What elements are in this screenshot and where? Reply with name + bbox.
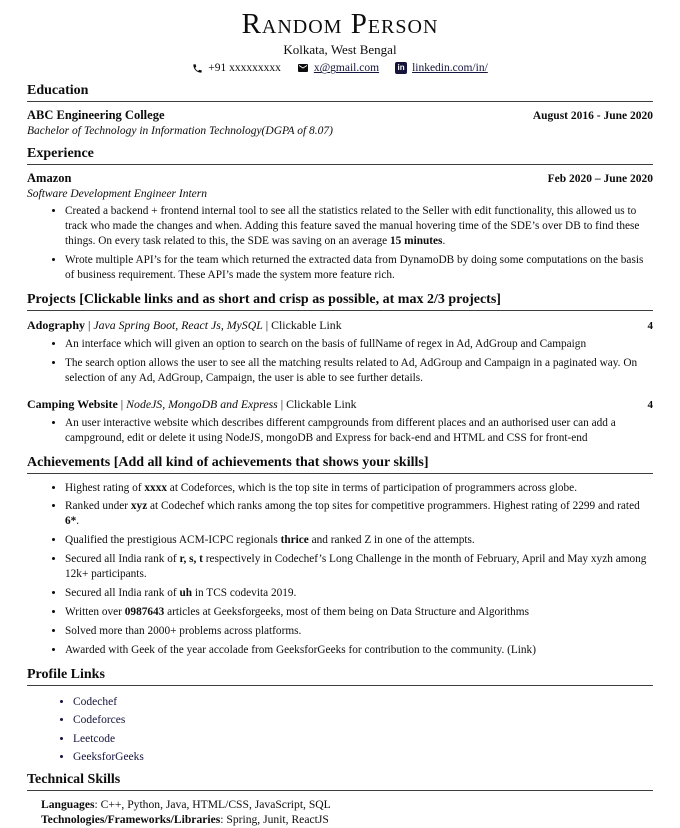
education-institution: ABC Engineering College	[27, 108, 165, 123]
text-segment: Wrote multiple API’s for the team which returned the extracted data from DynamoDB by doing some computations on the basis of business requirement. These API’s made the system more feature rich.	[65, 254, 644, 282]
skills-languages	[41, 797, 653, 812]
text-segment: .	[442, 235, 446, 248]
contact-row	[27, 62, 653, 74]
separator: |	[280, 396, 284, 411]
achievement-bullet	[65, 586, 653, 601]
text-segment: Written over	[65, 605, 125, 618]
text-segment: : Spring, Junit, ReactJS	[220, 813, 329, 827]
achievements-bullet-list	[27, 481, 653, 658]
phone-contact	[192, 62, 281, 74]
project-name: Adography	[27, 317, 86, 332]
profile-link[interactable]	[73, 733, 653, 745]
text-segment: .	[76, 515, 80, 528]
text-segment: 0987643	[124, 605, 165, 618]
project-link[interactable]: Clickable Link	[271, 317, 342, 332]
experience-bullet-list	[27, 204, 653, 283]
text-segment: An interface which will given an option to search on the basis of fullName of regex in Ad, AdGroup and Campaign	[65, 337, 587, 350]
experience-company: Amazon	[27, 171, 72, 186]
experience-heading: Experience	[27, 146, 653, 165]
section-projects	[27, 292, 653, 446]
phone-icon	[192, 63, 203, 74]
text-segment: Ranked under	[65, 500, 131, 513]
separator: |	[265, 317, 269, 332]
profile-link[interactable]	[73, 696, 653, 708]
text-segment: xyz	[130, 500, 148, 513]
text-segment: r, s, t	[179, 553, 203, 566]
section-profile-links	[27, 667, 653, 764]
linkedin-contact	[395, 62, 488, 74]
project-title-line	[27, 318, 342, 333]
project-bullet	[65, 416, 653, 446]
project-title-line	[27, 397, 357, 412]
email-contact	[297, 62, 379, 74]
project-marker: 4	[647, 319, 653, 332]
education-heading: Education	[27, 83, 653, 102]
separator: |	[88, 317, 91, 332]
experience-bullet	[65, 204, 653, 249]
text-segment: Leetcode	[73, 732, 116, 745]
section-education	[27, 83, 653, 137]
text-segment: GeeksforGeeks	[73, 751, 144, 764]
text-segment: 6*	[65, 515, 77, 528]
achievement-bullet	[65, 643, 653, 658]
experience-dates: Feb 2020 – June 2020	[547, 173, 653, 186]
text-segment: Secured all India rank of	[65, 553, 180, 566]
resume-header	[27, 9, 653, 74]
project-name: Camping Website	[27, 396, 118, 411]
text-segment: 15 minutes	[390, 235, 443, 248]
profile-links-heading: Profile Links	[27, 667, 653, 686]
phone-number: +91 xxxxxxxxx	[208, 62, 281, 75]
text-segment: thrice	[280, 534, 309, 547]
achievement-bullet	[65, 481, 653, 496]
project-header-adography	[27, 318, 653, 333]
project-header-camping	[27, 397, 653, 412]
project-tech: NodeJS, MongoDB and Express	[126, 396, 278, 411]
text-segment: Secured all India rank of	[65, 586, 180, 599]
education-degree: Bachelor of Technology in Information Technology(DGPA of 8.07)	[27, 125, 334, 138]
skills-frameworks	[41, 812, 653, 827]
text-segment: articles at Geeksforgeeks, most of them being on Data Structure and Algorithms	[164, 605, 529, 618]
text-segment: xxxx	[144, 481, 167, 494]
education-dates: August 2016 - June 2020	[532, 110, 653, 123]
text-segment: and ranked Z in one of the attempts.	[308, 534, 475, 547]
text-segment: Highest rating of	[65, 481, 145, 494]
profile-link[interactable]	[73, 751, 653, 763]
text-segment: Codechef	[73, 695, 118, 708]
experience-bullet	[65, 253, 653, 283]
skills-block	[41, 797, 653, 828]
text-segment: Qualified the prestigious ACM-ICPC regionals	[65, 534, 281, 547]
text-segment: An user interactive website which describes different campgrounds from different places and an authorised user can add a campground, edit or delete it using NodeJS, mongoDB and Express for back-end and HTML and CSS for front-end	[65, 416, 616, 444]
section-achievements	[27, 455, 653, 658]
experience-role: Software Development Engineer Intern	[27, 188, 208, 201]
text-segment: Awarded with Geek of the year accolade from GeeksforGeeks for contribution to the community. (Link)	[65, 643, 536, 656]
project-marker: 4	[647, 398, 653, 411]
text-segment: respectively in Codechef’s Long Challenge in the month of February, April and May xyzh among 12k+ participants.	[65, 553, 647, 581]
envelope-icon	[297, 62, 309, 74]
text-segment: : C++, Python, Java, HTML/CSS, JavaScript, SQL	[94, 798, 331, 812]
projects-heading: Projects [Clickable links and as short and crisp as possible, at max 2/3 projects]	[27, 292, 653, 311]
education-entry	[27, 108, 653, 123]
project-link[interactable]: Clickable Link	[286, 396, 357, 411]
project-bullet	[65, 356, 653, 386]
achievement-bullet	[65, 552, 653, 582]
email-link[interactable]: x@gmail.com	[313, 62, 380, 75]
technical-skills-heading: Technical Skills	[27, 772, 653, 791]
achievement-bullet	[65, 499, 653, 529]
project-bullet	[65, 337, 653, 352]
text-segment: Languages	[41, 798, 95, 812]
person-name: Random Person	[241, 8, 439, 40]
achievement-bullet	[65, 624, 653, 639]
text-segment: Codeforces	[73, 714, 126, 727]
project-bullet-list	[27, 416, 653, 446]
project-tech: Java Spring Boot, React Js, MySQL	[93, 317, 263, 332]
section-technical-skills	[27, 772, 653, 828]
text-segment: in TCS codevita 2019.	[192, 586, 297, 599]
text-segment: The search option allows the user to see all the matching results related to Ad, AdGroup and Campaign in a paginated way. On selection of any Ad, AdGroup, Campaign, the user is able to see further details.	[65, 356, 638, 384]
separator: |	[120, 396, 124, 411]
person-location: Kolkata, West Bengal	[283, 42, 397, 58]
profile-links-list	[27, 696, 653, 764]
text-segment: at Codechef which ranks among the top sites for competitive programmers. Highest rating of 2299 and rated	[147, 500, 640, 513]
achievement-bullet	[65, 605, 653, 620]
text-segment: Created a backend + frontend internal tool to see all the statistics related to the Seller with edit functionality, this allowed us to track who made the changes and when. Adding this feature saved the manual hovering time of the SDE’s over DB to find these things. On every task related to this, the SDE was saving on an average	[65, 205, 640, 248]
linkedin-link[interactable]: linkedin.com/in/	[412, 62, 488, 75]
text-segment: Solved more than 2000+ problems across platforms.	[65, 624, 302, 637]
profile-link[interactable]	[73, 714, 653, 726]
text-segment: uh	[179, 586, 193, 599]
achievement-bullet	[65, 533, 653, 548]
text-segment: Technologies/Frameworks/Libraries	[41, 813, 221, 827]
section-experience	[27, 146, 653, 283]
text-segment: at Codeforces, which is the top site in terms of participation of programmers across globe.	[166, 481, 578, 494]
linkedin-icon: in	[395, 62, 407, 74]
project-bullet-list	[27, 337, 653, 386]
experience-entry	[27, 171, 653, 186]
achievements-heading: Achievements [Add all kind of achievements that shows your skills]	[27, 455, 653, 474]
